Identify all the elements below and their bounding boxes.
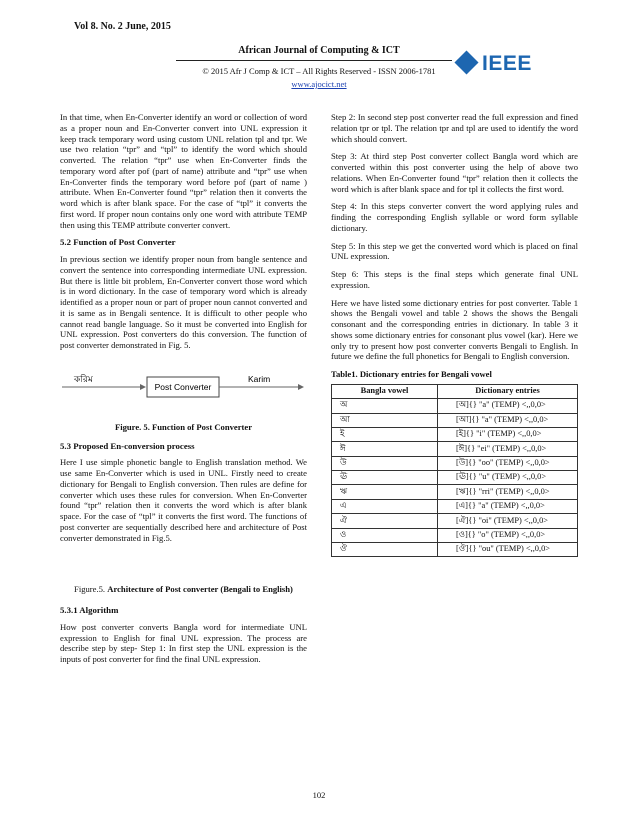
entry-cell: [ঈ]{} "ei" (TEMP) <,,0,0> — [438, 442, 578, 456]
entry-cell: [অ]{} "a" (TEMP) <,,0,0> — [438, 399, 578, 413]
step-5: Step 5: In this step we get the converted word which is placed on final UNL expression. — [331, 240, 578, 262]
vowel-cell: ঈ — [332, 442, 438, 456]
header-dictionary-entries: Dictionary entries — [438, 384, 578, 398]
paragraph-tpl-tpr: In that time, when En-Converter identify an word or collection of word as a proper noun and En-Converter convert into UNL expression it keep track temporary word using custom UNL relation tpl and tpr. We use two relation “tpr” and “tpl” to identify the word which should converted. The relation “tpr” use when En-Converter finds the temporary word after pof (part of name) attribute and “tpr” use when En-Converter finds the temporary word before pof (part of name ) attribute. When En-Converter found “tpr” relation then it converts the word which is after blank space. For the case of “tpl” it converts the first word. If proper noun contains only one word with attribute TEMP then using this TEMP attribute converter convert. — [60, 112, 307, 230]
step-2: Step 2: In second step post converter read the full expression and fined relation tpr or tpl. The relation tpr and tpl are used to identify the word which should convert. — [331, 112, 578, 144]
entry-cell: [এ]{} "a" (TEMP) <,,0,0> — [438, 499, 578, 513]
entry-cell: [ও]{} "o" (TEMP) <,,0,0> — [438, 528, 578, 542]
input-arrow-head-icon — [140, 384, 146, 390]
vowel-cell: অ — [332, 399, 438, 413]
ieee-logo-text: IEEE — [482, 52, 532, 75]
vowel-cell: ঊ — [332, 471, 438, 485]
table-row — [332, 399, 578, 413]
table-row — [332, 471, 578, 485]
table-row — [332, 456, 578, 470]
entry-cell: [ঔ]{} "ou" (TEMP) <,,0,0> — [438, 543, 578, 557]
vowel-cell: ঋ — [332, 485, 438, 499]
entry-cell: [ঋ]{} "rri" (TEMP) <,,0,0> — [438, 485, 578, 499]
vowel-cell: আ — [332, 413, 438, 427]
journal-title: African Journal of Computing & ICT — [238, 45, 400, 56]
table-header-row — [332, 384, 578, 398]
vowel-cell: উ — [332, 456, 438, 470]
table-row — [332, 427, 578, 441]
entry-cell: [আ]{} "a" (TEMP) <,,0,0> — [438, 413, 578, 427]
paragraph-algorithm: How post converter converts Bangla word for intermediate UNL expression to English for final UNL expression. The process are describe step by step- Step 1: In first step the UNL expression is the inputs of post converter for find the final UNL expression. — [60, 621, 307, 664]
step-4: Step 4: In this steps converter convert the word applying rules and finding the corresponding English syllable or word form syllable dictionary. — [331, 201, 578, 233]
post-converter-diagram — [60, 358, 307, 416]
table-row — [332, 528, 578, 542]
ieee-diamond-icon — [454, 50, 478, 74]
figure-title: Architecture of Post converter (Bengali to English) — [107, 584, 293, 595]
figure-placeholder — [60, 550, 307, 584]
copyright-line: © 2015 Afr J Comp & ICT – All Rights Reserved - ISSN 2006-1781 — [202, 66, 436, 76]
output-arrow-head-icon — [298, 384, 304, 390]
step-3: Step 3: At third step Post converter collect Bangla word which are converted within this post converter using the help of above two relations. When En-Converter found “tpr” relation then it collects the word which is after blank space and for tpl it collects the first word. — [331, 151, 578, 194]
paragraph-post-converter-function: In previous section we identify proper noun from bangle sentence and convert the sentence into corresponding intermediate UNL expression. But there is little bit problem, En-Converter convert those word which is in word dictionary. In the case of temporary word which is already identified as a proper noun or part of proper noun cannot converted and it is same as in Bengali sentence. It is difficult to other people who cannot read bangle language. So it must be converted into English for UNL expression. Post converters do this conversion. The function of post converter demonstrated in Fig. 5. — [60, 254, 307, 350]
entry-cell: [ঐ]{} "oi" (TEMP) <,,0,0> — [438, 514, 578, 528]
ieee-logo — [458, 52, 568, 78]
page-number: 102 — [312, 790, 326, 800]
table-row — [332, 413, 578, 427]
volume-issue: Vol 8. No. 2 June, 2015 — [74, 21, 171, 32]
section-heading-5-3: 5.3 Proposed En-conversion process — [60, 440, 195, 451]
vowel-cell: ও — [332, 528, 438, 542]
diagram-output-label: Karim — [248, 373, 271, 384]
entry-cell: [ই]{} "i" (TEMP) <,,0,0> — [438, 427, 578, 441]
paragraph-en-conversion: Here I use simple phonetic bangle to English translation method. We use same En-Converter which is used in UNL. Firstly need to create dictionary for Bengali to English conversion. Then rules are define for converter which uses these rules for conversion. When En-Converter found “tpr” relation then it converts the word which is after blank space. For the case of “tpl” it converts the first word. The functions of post converter are sequentially described here and architecture of Post converter demonstrated in Fig.5. — [60, 457, 307, 543]
header-rule — [176, 60, 452, 61]
post-converter-box-label: Post Converter — [154, 381, 212, 392]
right-column — [331, 112, 578, 557]
figure-label: Figure.5. — [74, 584, 106, 595]
section-heading-5-2: 5.2 Function of Post Converter — [60, 237, 176, 248]
vowel-cell: ঔ — [332, 543, 438, 557]
section-heading-5-3-1: 5.3.1 Algorithm — [60, 605, 119, 615]
vowel-cell: ঐ — [332, 514, 438, 528]
table-1-caption: Table1. Dictionary entries for Bengali vowel — [331, 369, 492, 379]
figure-5-diagram — [60, 358, 307, 416]
header-bangla-vowel: Bangla vowel — [332, 384, 438, 398]
entry-cell: [ঊ]{} "u" (TEMP) <,,0,0> — [438, 471, 578, 485]
table-row — [332, 442, 578, 456]
bengali-vowel-table — [331, 384, 578, 558]
table-row — [332, 514, 578, 528]
diagram-input-label: করিম — [74, 374, 93, 385]
table-row — [332, 485, 578, 499]
figure-5-architecture-caption — [60, 584, 307, 595]
vowel-cell: এ — [332, 499, 438, 513]
left-column — [60, 112, 307, 672]
vowel-cell: ই — [332, 427, 438, 441]
table-row — [332, 499, 578, 513]
paragraph-dictionary-entries: Here we have listed some dictionary entries for post converter. Table 1 shows the Bengali vowel and table 2 shows the shows the Bengali consonant and the corresponding entries in dictionary. In table 3 it shows some dictionary entries for consonant plus vowel (kar). Here we only try to present how post converter converts Bengali to English. In future we define the full phonetics for Bengali to English conversion. — [331, 297, 578, 362]
journal-url-link[interactable]: www.ajocict.net — [291, 79, 347, 89]
figure-5-caption: Figure. 5. Function of Post Converter — [114, 421, 253, 432]
entry-cell: [উ]{} "oo" (TEMP) <,,0,0> — [438, 456, 578, 470]
table-row — [332, 543, 578, 557]
step-6: Step 6: This steps is the final steps which generate final UNL expression. — [331, 269, 578, 290]
